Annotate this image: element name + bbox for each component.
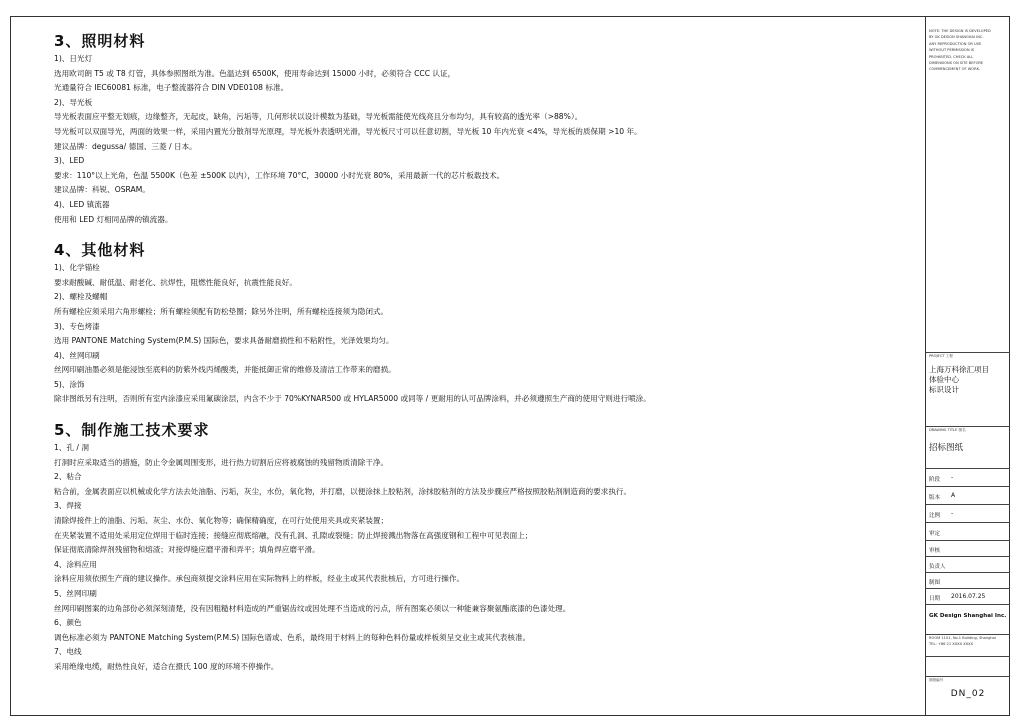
project-label: PROJECT 工程: [929, 354, 953, 358]
field-row: 日期 2016.07.25: [926, 588, 1010, 604]
field-row: 负责人: [926, 556, 1010, 572]
text-line: 要求耐酸碱、耐低温、耐老化、抗焊性，阻燃性能良好，抗震性能良好。: [54, 277, 297, 287]
text-line: 导光板可以双面导光，两面的效果一样，采用内置光分散剂导光原理，导光板外表透明光滑，导光板尺寸可以任意切割，导光板 10 年内光衰 <4%，导光板的质保期 >10 年。: [54, 126, 642, 136]
section-lighting: [54, 30, 914, 227]
text-line: 涂料应用须依照生产商的建议操作。承包商须提交涂料应用在实际物料上的样板，经业主或其代表批核后，方可进行操作。: [54, 574, 465, 584]
text-line: 在夹紧装置不适用处采用定位焊用于临时连接；接缝应彻底熔融，没有孔洞、孔隙或裂缝；防止焊接溅出物落在高强度钢和工程中可见表面上；: [54, 530, 533, 540]
text-line: 3)、LED: [54, 156, 85, 166]
note-line: NOTE: THE DESIGN IS DEVELOPED: [929, 29, 991, 33]
sheet-label: 图纸编号: [929, 678, 944, 682]
text-line: 选用欧司朗 T5 或 T8 灯管，具体参照图纸为准。色温达到 6500K，使用寿命达到 15000 小时，必须符合 CCC 认证，: [54, 68, 456, 78]
section-fabrication: [54, 419, 914, 675]
text-line: 4)、丝网印刷: [54, 350, 100, 360]
field-row: 比例 -: [926, 504, 1010, 522]
field-row: 版本 A: [926, 486, 1010, 504]
field-row: 阶段 -: [926, 468, 1010, 486]
sheet-number-cell: [926, 676, 1010, 716]
text-line: 1)、日光灯: [54, 54, 93, 63]
text-line: 2)、螺栓及螺帽: [54, 292, 108, 302]
section-other-materials: [54, 239, 914, 407]
text-line: 导光板表面应平整无划痕，边缘整齐，无起皮，缺角，污垢等，几何形状以设计模数为基础，导光板需能使光线亮且分布均匀，具有较高的透光率（>88%）。: [54, 112, 583, 122]
text-line: 除非图纸另有注明，否则所有室内涂漆应采用氟碳涂层，内含不少于 70%KYNAR500 或 HYLAR5000 或同等 / 更耐用的认可品牌涂料，并必须遵照生产商的使用守则进行喷涂。: [54, 394, 651, 404]
text-line: 调色标准必须为 PANTONE Matching System(P.M.S) 国际色谱或、色系，最终用于材料上的每种色料份量或样板须呈交业主或其代表核准。: [54, 632, 531, 642]
text-line: 所有螺栓应须采用六角形螺栓；所有螺栓须配有防松垫圈；除另外注明，所有螺栓连接须为隐闭式。: [54, 306, 389, 316]
text-line: 2)、导光板: [54, 97, 93, 107]
text-line: 丝网印刷油墨必须是能浸蚀至底料的防紫外线丙烯酸类，并能抵御正常的维修及清洁工作带来的磨损。: [54, 365, 396, 375]
title-block: [925, 16, 1010, 716]
project-line: 体验中心: [929, 375, 959, 385]
spacer-cell: [926, 656, 1010, 676]
field-row: 审定: [926, 522, 1010, 540]
text-line: 要求：110°以上光角，色温 5500K（色差 ±500K 以内），工作环境 70°C，30000 小时光衰 80%，采用最新一代的芯片板载技术。: [54, 170, 505, 180]
address-cell: [926, 634, 1010, 656]
field-row: 制图: [926, 572, 1010, 588]
field-row: 审核: [926, 540, 1010, 556]
note-line: DIMENSIONS ON SITE BEFORE: [929, 61, 984, 66]
section-title: 5、制作施工技术要求: [54, 421, 210, 440]
project-line: 上海万科徐汇项目: [929, 365, 989, 375]
text-line: 5、丝网印刷: [54, 589, 97, 598]
text-line: 打洞时应采取适当的措施，防止令金属周围变形，进行热力切割后应将被腐蚀的残留物质清除干净。: [54, 457, 389, 467]
note-line: BY GK DESIGN SHANGHAI INC.: [929, 35, 984, 40]
text-line: 7、电线: [54, 647, 82, 657]
text-line: 1)、化学锚栓: [54, 263, 100, 273]
text-line: 4、涂料应用: [54, 559, 97, 569]
text-line: 建议品牌：科锐、OSRAM。: [54, 185, 150, 195]
section-title: 4、其他材料: [54, 241, 146, 260]
sheet-number: DN_02: [950, 689, 986, 700]
note-line: WITHOUT PERMISSION IS: [929, 48, 975, 53]
spec-content: [54, 30, 914, 675]
company-cell: [926, 604, 1010, 634]
text-line: 清除焊接件上的油脂、污垢、灰尘、水份、氧化物等；确保精确度，在可行处使用夹具或夹紧装置；: [54, 516, 389, 526]
note-line: COMMENCEMENT OF WORK.: [929, 67, 981, 72]
text-line: 3、焊接: [54, 501, 82, 511]
project-line: 标识设计: [929, 385, 959, 395]
section-title: 3、照明材料: [54, 32, 146, 50]
drawing-label: DRAWING TITLE 图名: [929, 428, 966, 432]
company-name: GK Design Shanghai Inc.: [929, 613, 1007, 619]
project-cell: [926, 352, 1010, 436]
text-line: 保证彻底清除焊剂残留物和熔渣；对接焊缝应磨平滑和弄平；填角焊应磨平滑。: [54, 545, 320, 555]
text-line: 采用绝缘电缆，耐热性良好，适合在摄氏 100 度的环境不停操作。: [54, 661, 279, 671]
text-line: 丝网印刷图案的边角部份必须深刻清楚，没有因粗糙材料造成的严重锯齿纹或因处理不当造成的污点，所有图案必须以一种能兼容聚氨酯底漆的色漆处理。: [54, 603, 571, 613]
text-line: 光通量符合 IEC60081 标准，电子整流器符合 DIN VDE0108 标准。: [54, 83, 289, 93]
note-line: PROHIBITED. CHECK ALL: [929, 54, 974, 59]
text-line: 使用和 LED 灯相同品牌的镇流器。: [54, 214, 173, 224]
text-line: 粘合前，金属表面应以机械或化学方法去处油脂、污垢，灰尘，水份，氧化物，并打磨，以便涂抹上胶粘剂，涂抹胶粘剂的方法及步骤应严格按照胶粘剂制造商的要求执行。: [54, 486, 632, 496]
note-line: ANY REPRODUCTION OR USE: [929, 41, 982, 46]
text-line: 建议品牌：degussa/ 德国、三菱 / 日本。: [54, 141, 197, 151]
title-block-notes: [926, 28, 1010, 73]
address-line: ROOM 1101, No.1 Building, Shanghai: [929, 636, 996, 640]
address-line: TEL: +86 21 XXXX XXXX: [929, 642, 974, 647]
text-line: 3)、专色烤漆: [54, 321, 100, 331]
drawing-title: 招标图纸: [929, 443, 964, 454]
text-line: 5)、涂饰: [54, 379, 85, 389]
text-line: 6、颜色: [54, 618, 82, 628]
text-line: 2、粘合: [54, 472, 82, 482]
text-line: 选用 PANTONE Matching System(P.M.S) 国际色，要求具备耐磨损性和不粘附性，光泽效果均匀。: [54, 336, 394, 346]
text-line: 1、孔 / 洞: [54, 443, 89, 453]
text-line: 4)、LED 镇流器: [54, 199, 110, 209]
drawing-title-cell: [926, 426, 1010, 468]
